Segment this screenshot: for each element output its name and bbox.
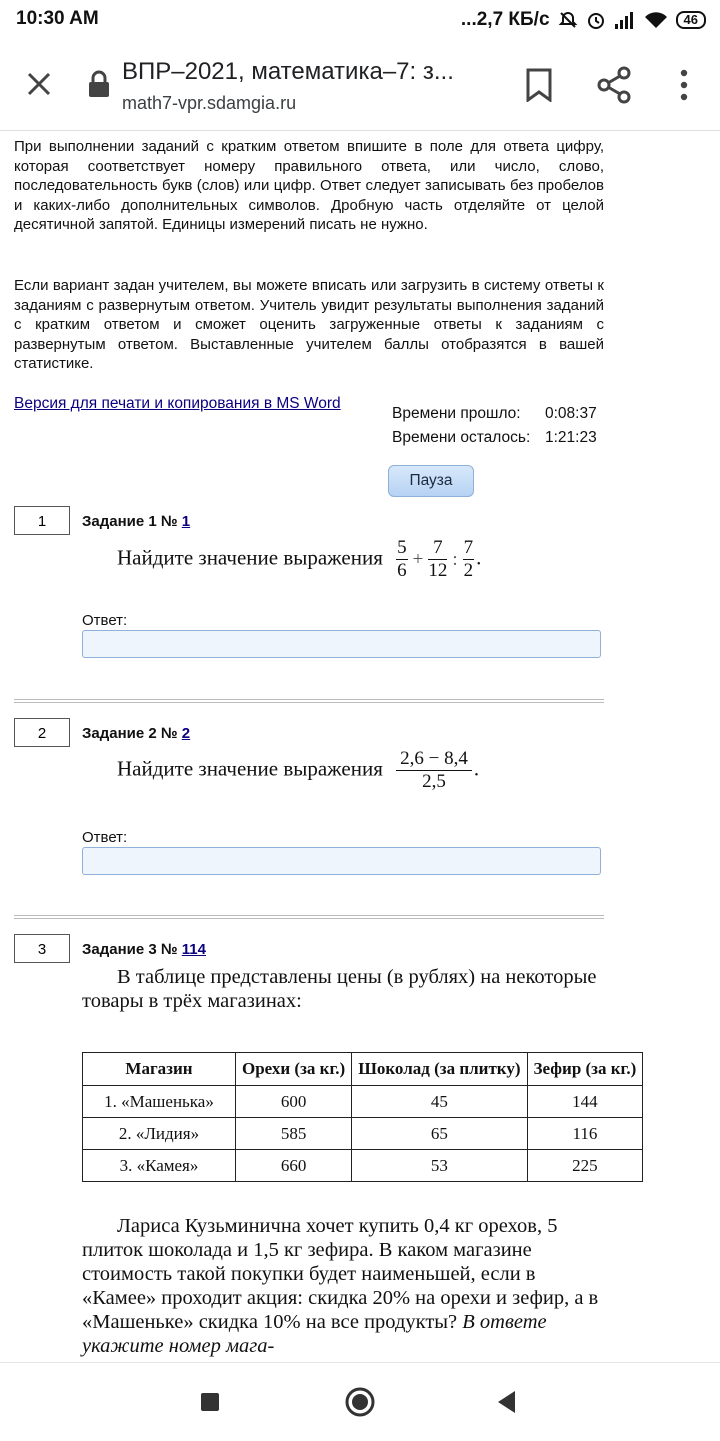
- expression-end: .: [476, 545, 482, 570]
- table-cell: 2. «Лидия»: [83, 1118, 236, 1150]
- status-time: 10:30 AM: [16, 8, 99, 29]
- fraction-a-denominator: 6: [397, 560, 407, 581]
- task-1-label: [82, 513, 190, 530]
- status-icons: [461, 8, 706, 32]
- task-3-question-instruction: В ответе укажите номер мага-: [82, 1311, 547, 1357]
- task-3-label: [82, 941, 206, 958]
- task-1-answer-input[interactable]: [82, 630, 601, 658]
- print-version-link[interactable]: Версия для печати и копирования в MS Word: [14, 395, 341, 412]
- pause-button[interactable]: Пауза: [388, 465, 474, 497]
- table-cell: 3. «Камея»: [83, 1150, 236, 1182]
- table-row: [83, 1086, 643, 1118]
- table-row: [83, 1150, 643, 1182]
- fraction-a: [396, 537, 408, 582]
- task-1-label-text: Задание 1 №: [82, 513, 182, 530]
- navigation-bar: [0, 1362, 720, 1441]
- table-header-cell: Магазин: [83, 1053, 236, 1086]
- fraction-c: [463, 537, 475, 582]
- home-icon[interactable]: [343, 1385, 377, 1419]
- plus-sign: +: [412, 548, 424, 570]
- task-1-id-link[interactable]: 1: [181, 513, 191, 530]
- table-cell: 600: [236, 1086, 352, 1118]
- task-2-label: [82, 725, 190, 742]
- alarm-clock-icon: [586, 10, 606, 30]
- task-2-text: Найдите значение выражения: [117, 756, 383, 781]
- table-cell: 45: [352, 1086, 527, 1118]
- mute-alarm-icon: [558, 10, 578, 30]
- task-2-answer-label: Ответ:: [82, 829, 128, 846]
- share-icon[interactable]: [596, 66, 632, 104]
- network-speed: ...2,7 КБ/с: [460, 9, 550, 30]
- fraction-a-numerator: 5: [397, 537, 407, 558]
- page-url[interactable]: math7-vpr.sdamgia.ru: [122, 93, 297, 113]
- fraction-b-denominator: 12: [428, 560, 448, 581]
- page-content: [0, 131, 720, 1362]
- task-3-label-text: Задание 3 №: [82, 941, 182, 958]
- wifi-icon: [644, 11, 668, 29]
- time-elapsed: [392, 405, 597, 423]
- status-bar: [0, 0, 720, 40]
- division-sign: :: [452, 548, 458, 570]
- signal-icon: [614, 11, 636, 29]
- fraction-c-numerator: 7: [463, 537, 474, 558]
- separator: [14, 915, 604, 919]
- fraction-c-denominator: 2: [463, 560, 474, 581]
- bookmark-icon[interactable]: [524, 68, 554, 102]
- task-3-question: [82, 1214, 602, 1358]
- time-left: [392, 429, 597, 447]
- task-3-number-box: 3: [14, 934, 70, 963]
- browser-toolbar: [0, 40, 720, 131]
- table-cell: 116: [527, 1118, 643, 1150]
- task-2-number-box: 2: [14, 718, 70, 747]
- table-cell: 53: [352, 1150, 527, 1182]
- intro-paragraph-2: Если вариант задан учителем, вы можете вписать или загрузить в систему ответы к заданиям с развернутым ответом. Учитель увидит результаты выполнения заданий с кратким ответом и сможет оценить загруженные ответы к заданиям с развернутым ответом. Выставленные учителем баллы отобразятся в вашей статистике.: [14, 277, 604, 373]
- fraction-b: [428, 537, 447, 582]
- table-cell: 585: [236, 1118, 352, 1150]
- task-2-answer-input[interactable]: [82, 847, 601, 875]
- table-header-cell: Шоколад (за плитку): [352, 1053, 527, 1086]
- task-2-problem: [117, 748, 479, 793]
- table-cell: 225: [527, 1150, 643, 1182]
- prices-table: [82, 1052, 643, 1182]
- separator: [14, 699, 604, 703]
- task-2-label-text: Задание 2 №: [82, 725, 182, 742]
- time-elapsed-value: 0:08:37: [545, 405, 597, 422]
- close-icon[interactable]: [22, 67, 56, 101]
- expression-denominator: 2,5: [422, 771, 446, 792]
- time-left-label: Времени осталось:: [392, 429, 531, 446]
- task-3-id-link[interactable]: 114: [181, 941, 206, 958]
- task-3-intro: В таблице представлены цены (в рублях) на некоторые товары в трёх магазинах:: [82, 966, 597, 1012]
- table-cell: 65: [352, 1118, 527, 1150]
- intro-paragraph-1: При выполнении заданий с кратким ответом впишите в поле для ответа цифру, которая соответствует номеру правильного ответа, или число, слово, последовательность букв (слов) или цифр. Ответ следует записывать без пробелов и каких-либо дополнительных символов. Дробную часть отделяйте от целой десятичной запятой. Единицы измерений писать не нужно.: [14, 138, 604, 234]
- task-1-number-box: 1: [14, 506, 70, 535]
- table-cell: 144: [527, 1086, 643, 1118]
- recent-apps-icon[interactable]: [193, 1385, 227, 1419]
- back-icon[interactable]: [490, 1385, 524, 1419]
- task-1-text: Найдите значение выражения: [117, 545, 383, 570]
- time-left-value: 1:21:23: [545, 429, 597, 446]
- expression-end: .: [473, 756, 480, 781]
- fraction-expression: [396, 748, 472, 793]
- page-title: ВПР–2021, математика–7: з...: [122, 58, 454, 85]
- expression-numerator: 2,6 − 8,4: [396, 748, 472, 771]
- table-cell: 1. «Машенька»: [83, 1086, 236, 1118]
- table-cell: 660: [236, 1150, 352, 1182]
- task-1-answer-label: Ответ:: [82, 612, 128, 629]
- table-row: [83, 1118, 643, 1150]
- table-header-row: [83, 1053, 643, 1086]
- table-header-cell: Зефир (за кг.): [527, 1053, 643, 1086]
- table-header-cell: Орехи (за кг.): [236, 1053, 352, 1086]
- task-3-question-text: Лариса Кузьминична хочет купить 0,4 кг орехов, 5 плиток шоколада и 1,5 кг зефира. В каком магазине стоимость такой покупки будет наименьшей, если в «Камее» проходит акция: скидка 20% на орехи и зефир, а в «Машеньке» скидка 10% на все продукты?: [82, 1215, 599, 1333]
- time-elapsed-label: Времени прошло:: [392, 405, 521, 422]
- fraction-b-numerator: 7: [428, 537, 447, 560]
- more-options-icon[interactable]: [672, 68, 696, 102]
- battery-indicator: 46: [676, 11, 706, 29]
- prices-table-grid: [82, 1052, 643, 1182]
- lock-icon: [88, 70, 110, 98]
- task-1-problem: [117, 537, 481, 582]
- task-2-id-link[interactable]: 2: [181, 725, 191, 742]
